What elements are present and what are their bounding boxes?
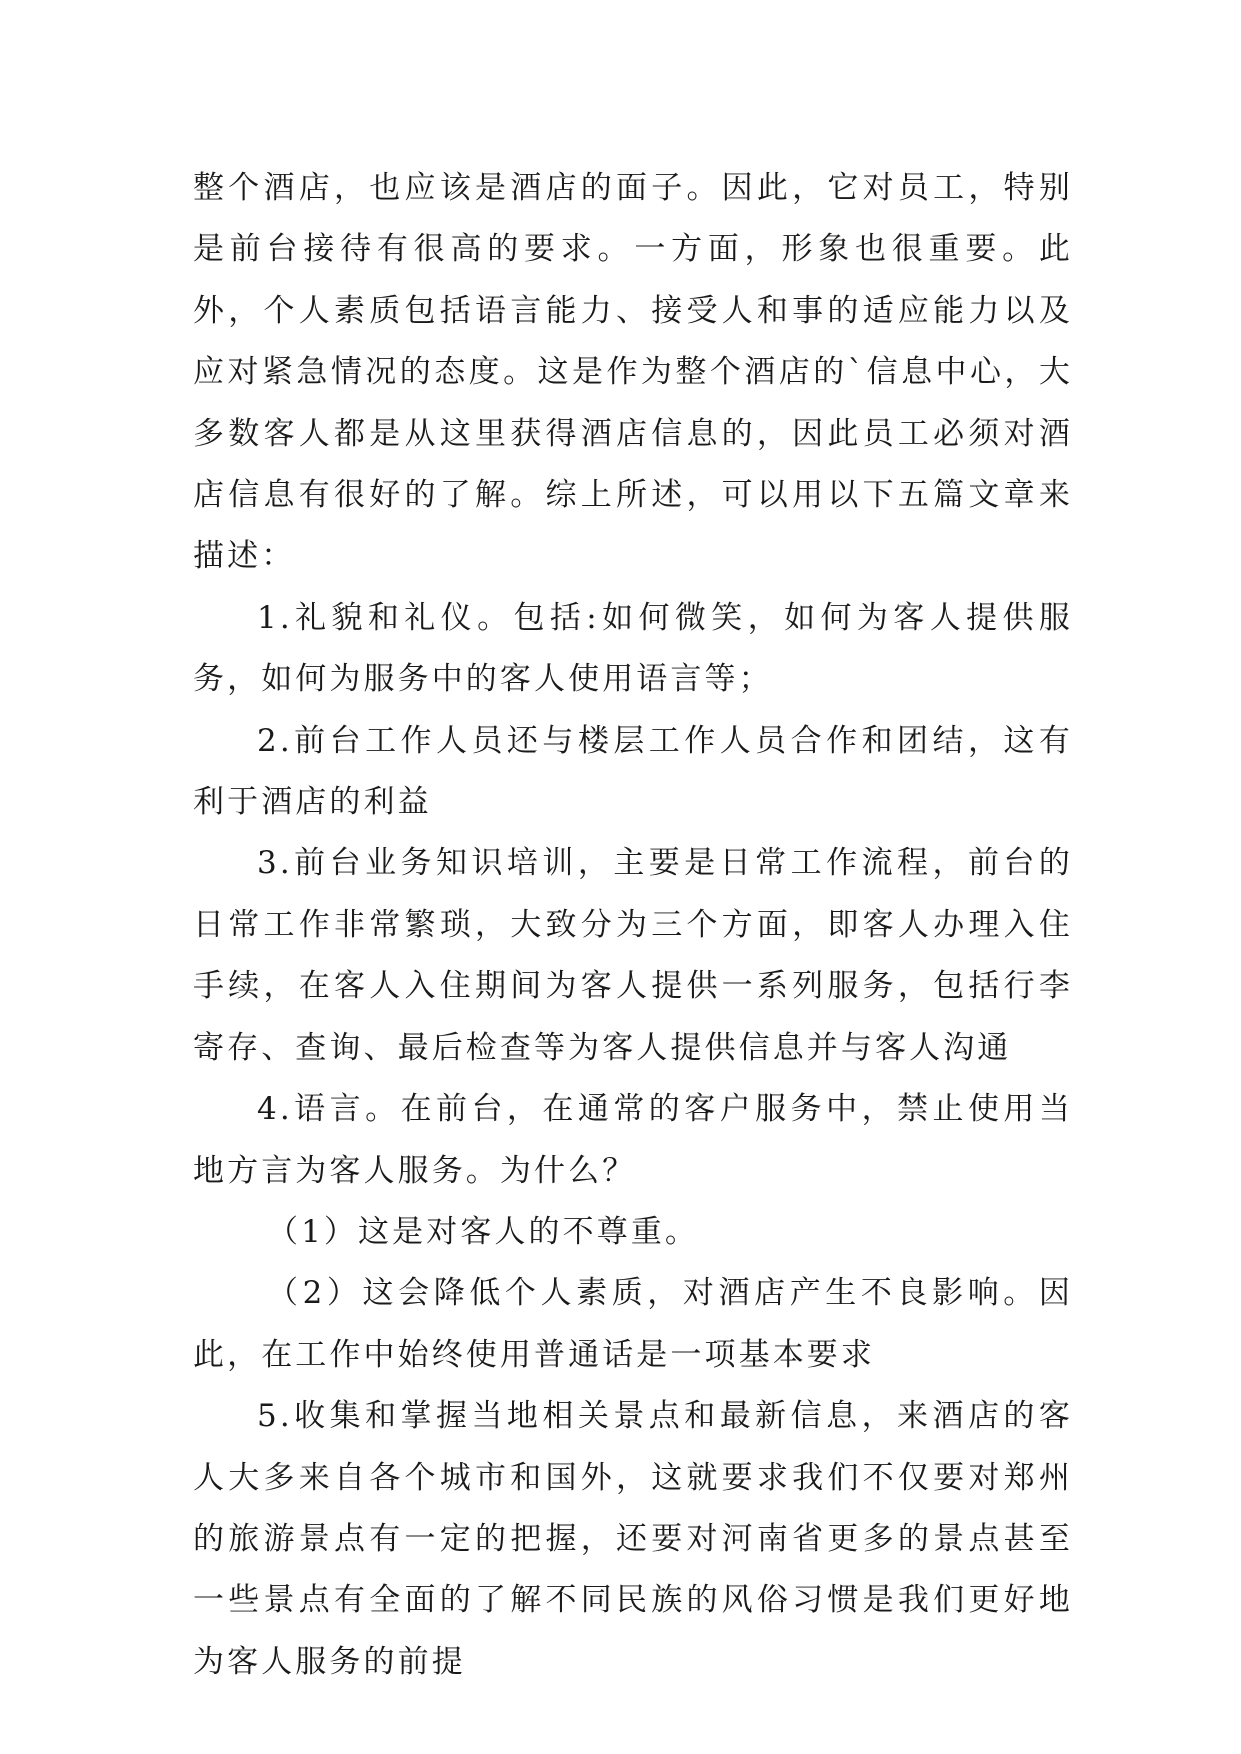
list-item-2: 2.前台工作人员还与楼层工作人员合作和团结，这有利于酒店的利益 bbox=[193, 722, 1073, 821]
document-body bbox=[193, 158, 1073, 1693]
list-item-5: 5.收集和掌握当地相关景点和最新信息，来酒店的客人大多来自各个城市和国外，这就要求我们不仅要对郑州的旅游景点有一定的把握，还要对河南省更多的景点甚至一些景点有全面的了解不同民族的风俗习惯是我们更好地为客人服务的前提 bbox=[193, 1398, 1073, 1680]
list-item-1: 1.礼貌和礼仪。包括:如何微笑，如何为客人提供服务，如何为服务中的客人使用语言等； bbox=[193, 599, 1073, 698]
list-item-3: 3.前台业务知识培训，主要是日常工作流程，前台的日常工作非常繁琐，大致分为三个方面，即客人办理入住手续，在客人入住期间为客人提供一系列服务，包括行李寄存、查询、最后检查等为客人提供信息并与客人沟通 bbox=[193, 845, 1073, 1066]
paragraph-intro: 整个酒店，也应该是酒店的面子。因此，它对员工，特别是前台接待有很高的要求。一方面，形象也很重要。此外，个人素质包括语言能力、接受人和事的适应能力以及应对紧急情况的态度。这是作为整个酒店的`信息中心，大多数客人都是从这里获得酒店信息的，因此员工必须对酒店信息有很好的了解。综上所述，可以用以下五篇文章来描述： bbox=[193, 170, 1073, 575]
sub-item-1: （1）这是对客人的不尊重。 bbox=[267, 1213, 700, 1250]
list-item-4: 4.语言。在前台，在通常的客户服务中，禁止使用当地方言为客人服务。为什么？ bbox=[193, 1091, 1073, 1189]
sub-item-2: （2）这会降低个人素质，对酒店产生不良影响。因此，在工作中始终使用普通话是一项基本要求 bbox=[193, 1275, 1073, 1373]
